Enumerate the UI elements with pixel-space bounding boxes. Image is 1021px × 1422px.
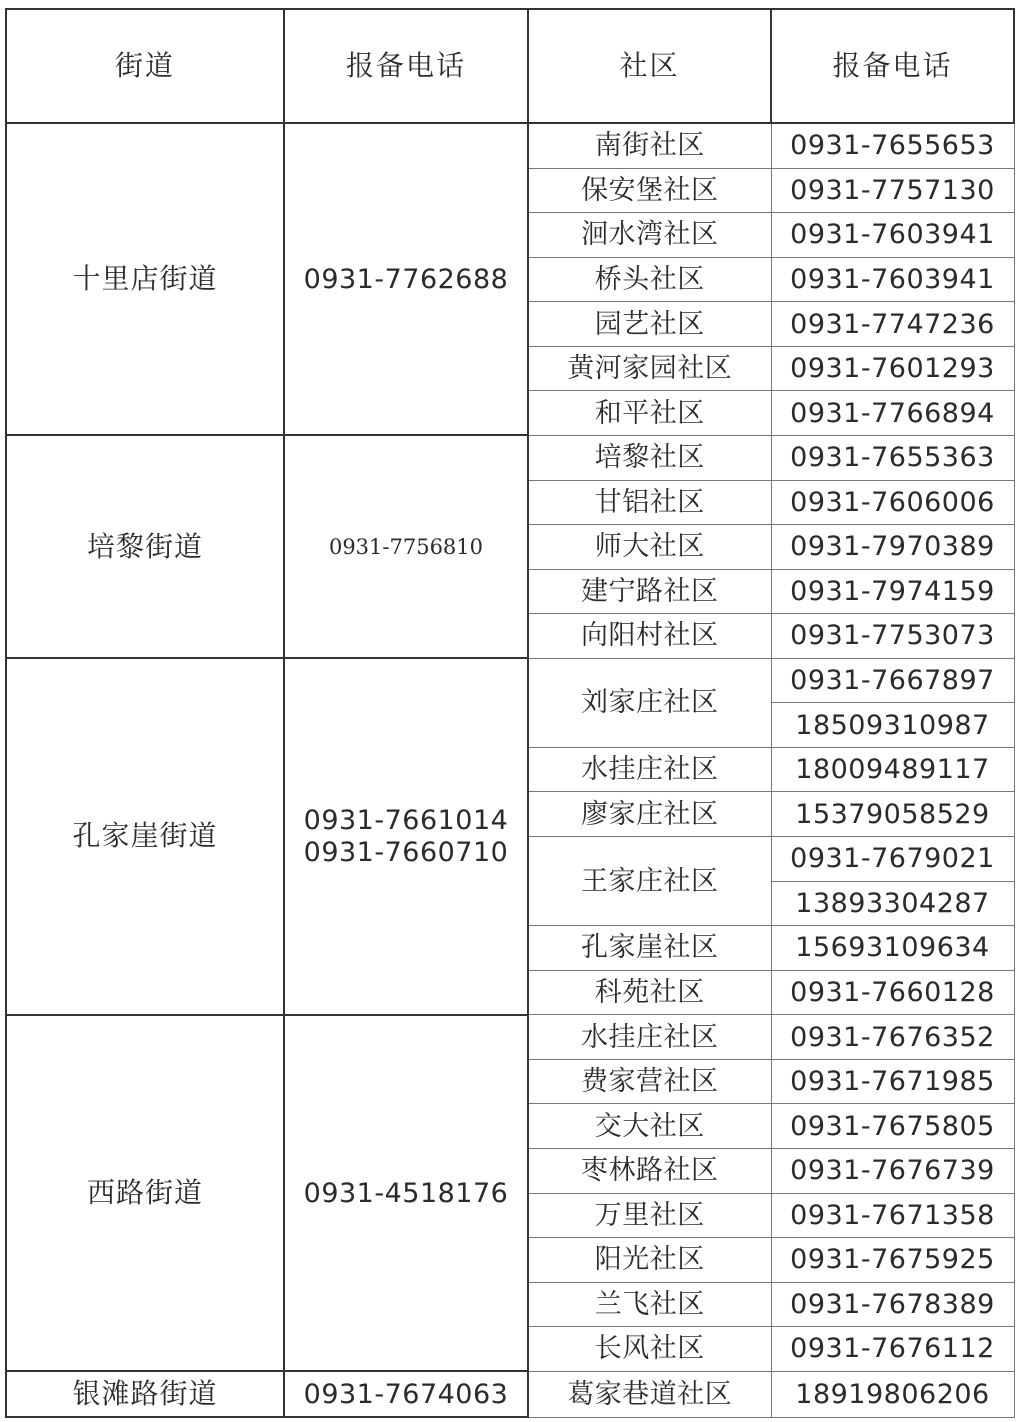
community-phone-cell: 0931-7970389 xyxy=(771,525,1014,570)
street-phone-number: 0931-7661014 xyxy=(303,805,509,837)
community-name-cell: 孔家崖社区 xyxy=(528,926,771,971)
community-phone-cell: 0931-7655653 xyxy=(771,123,1014,168)
community-name-cell: 黄河家园社区 xyxy=(528,346,771,391)
community-name-cell: 培黎社区 xyxy=(528,435,771,480)
community-name-cell: 阳光社区 xyxy=(528,1238,771,1283)
table-header xyxy=(6,9,1014,123)
street-name-cell: 西路街道 xyxy=(6,1015,284,1372)
community-phone-cell: 0931-7678389 xyxy=(771,1282,1014,1327)
community-phone-cell: 0931-7660128 xyxy=(771,970,1014,1015)
community-name-cell: 葛家巷道社区 xyxy=(528,1371,771,1417)
community-name-cell: 水挂庄社区 xyxy=(528,747,771,792)
header-street: 街道 xyxy=(6,9,284,123)
community-phone-cell: 0931-7676739 xyxy=(771,1148,1014,1193)
community-name-cell: 和平社区 xyxy=(528,391,771,436)
community-name-cell: 长风社区 xyxy=(528,1327,771,1372)
table-row xyxy=(6,1015,1014,1060)
community-phone-cell: 0931-7757130 xyxy=(771,168,1014,213)
street-phone-number: 0931-7660710 xyxy=(303,836,509,868)
community-phone-cell: 0931-7667897 xyxy=(771,658,1014,703)
street-phone-cell xyxy=(284,1015,528,1372)
table-row xyxy=(6,658,1014,703)
community-phone-cell: 18919806206 xyxy=(771,1371,1014,1417)
community-phone-cell: 0931-7671358 xyxy=(771,1193,1014,1238)
community-phone-cell: 0931-7671985 xyxy=(771,1059,1014,1104)
community-name-cell: 园艺社区 xyxy=(528,302,771,347)
table-body xyxy=(6,123,1014,1417)
street-phone-number: 0931-7756810 xyxy=(328,534,484,559)
community-phone-cell: 0931-7679021 xyxy=(771,837,1014,882)
community-name-cell: 科苑社区 xyxy=(528,970,771,1015)
street-phone-number: 0931-7674063 xyxy=(303,1378,509,1410)
street-name-cell: 培黎街道 xyxy=(6,435,284,658)
header-community-phone: 报备电话 xyxy=(771,9,1014,123)
street-name-cell: 孔家崖街道 xyxy=(6,658,284,1015)
table-row xyxy=(6,123,1014,168)
community-name-cell: 甘铝社区 xyxy=(528,480,771,525)
header-community: 社区 xyxy=(528,9,771,123)
community-phone-cell: 0931-7747236 xyxy=(771,302,1014,347)
community-name-cell: 枣林路社区 xyxy=(528,1148,771,1193)
community-phone-cell: 0931-7601293 xyxy=(771,346,1014,391)
community-phone-cell: 18509310987 xyxy=(771,703,1014,748)
community-name-cell: 费家营社区 xyxy=(528,1059,771,1104)
community-name-cell: 王家庄社区 xyxy=(528,837,771,926)
community-phone-cell: 15693109634 xyxy=(771,926,1014,971)
community-name-cell: 保安堡社区 xyxy=(528,168,771,213)
street-phone-cell xyxy=(284,123,528,435)
header-row xyxy=(6,9,1014,123)
community-phone-cell: 18009489117 xyxy=(771,747,1014,792)
community-name-cell: 洄水湾社区 xyxy=(528,213,771,258)
community-phone-cell: 0931-7603941 xyxy=(771,213,1014,258)
street-name-cell: 银滩路街道 xyxy=(6,1371,284,1417)
community-name-cell: 南街社区 xyxy=(528,123,771,168)
community-phone-cell: 0931-7676112 xyxy=(771,1327,1014,1372)
community-phone-cell: 0931-7603941 xyxy=(771,257,1014,302)
community-phone-cell: 0931-7675925 xyxy=(771,1238,1014,1283)
community-phone-cell: 0931-7766894 xyxy=(771,391,1014,436)
community-name-cell: 刘家庄社区 xyxy=(528,658,771,747)
community-phone-cell: 15379058529 xyxy=(771,792,1014,837)
table-row xyxy=(6,435,1014,480)
community-phone-cell: 0931-7655363 xyxy=(771,435,1014,480)
community-phone-cell: 0931-7676352 xyxy=(771,1015,1014,1060)
community-name-cell: 桥头社区 xyxy=(528,257,771,302)
street-name-cell: 十里店街道 xyxy=(6,123,284,435)
community-phone-cell: 0931-7753073 xyxy=(771,614,1014,659)
community-name-cell: 水挂庄社区 xyxy=(528,1015,771,1060)
community-name-cell: 兰飞社区 xyxy=(528,1282,771,1327)
street-phone-cell xyxy=(284,435,528,658)
street-phone-cell xyxy=(284,1371,528,1417)
community-name-cell: 师大社区 xyxy=(528,525,771,570)
community-name-cell: 向阳村社区 xyxy=(528,614,771,659)
community-phone-cell: 13893304287 xyxy=(771,881,1014,926)
community-name-cell: 建宁路社区 xyxy=(528,569,771,614)
street-phone-number: 0931-7762688 xyxy=(303,263,509,295)
community-name-cell: 廖家庄社区 xyxy=(528,792,771,837)
community-phone-cell: 0931-7606006 xyxy=(771,480,1014,525)
street-phone-number: 0931-4518176 xyxy=(303,1177,509,1209)
community-name-cell: 交大社区 xyxy=(528,1104,771,1149)
header-street-phone: 报备电话 xyxy=(284,9,528,123)
table-row xyxy=(6,1371,1014,1417)
community-phone-cell: 0931-7675805 xyxy=(771,1104,1014,1149)
community-name-cell: 万里社区 xyxy=(528,1193,771,1238)
street-phone-cell xyxy=(284,658,528,1015)
community-phone-cell: 0931-7974159 xyxy=(771,569,1014,614)
contact-table xyxy=(5,8,1015,1418)
